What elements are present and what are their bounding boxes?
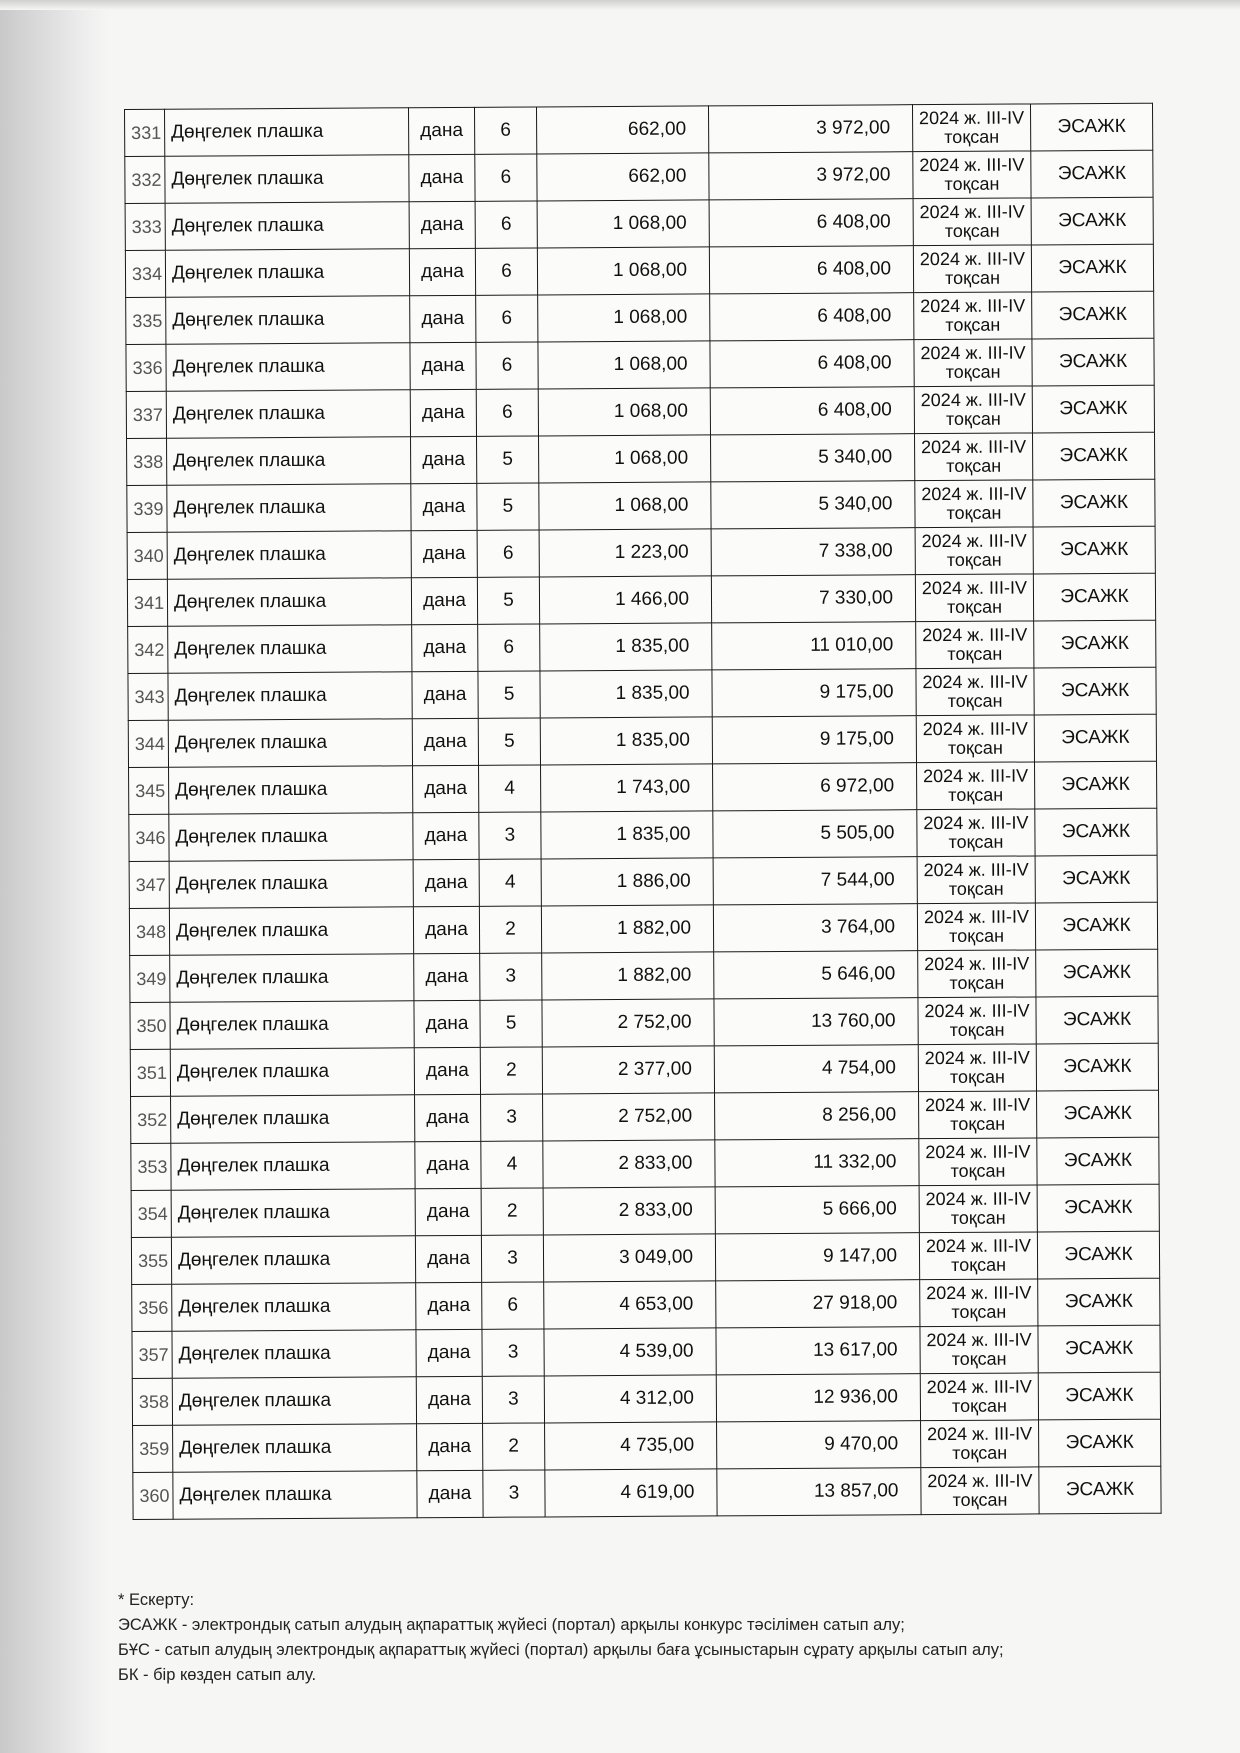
unit-price-cell: 1 068,00 [539,482,711,530]
unit-price-cell: 1 835,00 [541,811,713,859]
delivery-period-cell: 2024 ж. III-IV тоқсан [921,1420,1039,1468]
row-number-cell: 358 [132,1378,172,1425]
procurement-method-cell: ЭСАЖК [1032,291,1154,339]
scan-top-strip [0,0,1240,10]
delivery-period-cell: 2024 ж. III-IV тоқсан [912,104,1030,152]
table-row [127,479,1155,532]
item-name-cell: Дөңгелек плашка [167,531,411,579]
table-row [132,1372,1160,1425]
procurement-method-cell: ЭСАЖК [1035,902,1157,950]
unit-price-cell: 1 882,00 [542,952,714,1000]
procurement-method-cell: ЭСАЖК [1031,197,1153,245]
procurement-method-cell: ЭСАЖК [1035,808,1157,856]
delivery-period-cell: 2024 ж. III-IV тоқсан [917,762,1035,810]
unit-price-cell: 4 735,00 [545,1422,717,1470]
item-name-cell: Дөңгелек плашка [173,1424,417,1472]
total-amount-cell: 6 972,00 [713,763,917,811]
item-name-cell: Дөңгелек плашка [165,155,409,203]
row-number-cell: 337 [126,391,166,438]
table-row [132,1278,1160,1331]
row-number-cell: 359 [133,1425,173,1472]
quantity-cell: 6 [482,1282,544,1329]
unit-price-cell: 4 539,00 [544,1328,716,1376]
procurement-method-cell: ЭСАЖК [1037,1184,1159,1232]
table-row [129,855,1157,908]
delivery-period-cell: 2024 ж. III-IV тоқсан [914,386,1032,434]
item-name-cell: Дөңгелек плашка [172,1330,416,1378]
delivery-period-cell: 2024 ж. III-IV тоқсан [918,950,1036,998]
total-amount-cell: 7 330,00 [711,575,915,623]
quantity-cell: 6 [475,201,537,248]
quantity-cell: 6 [474,107,536,154]
note-line-bk: БК - бір көзден сатып алу. [118,1666,317,1684]
item-name-cell: Дөңгелек плашка [168,672,412,720]
quantity-cell: 2 [481,1188,543,1235]
total-amount-cell: 6 408,00 [709,199,913,247]
procurement-method-cell: ЭСАЖК [1033,573,1155,621]
unit-price-cell: 2 377,00 [542,1046,714,1094]
unit-price-cell: 1 068,00 [538,341,710,389]
total-amount-cell: 4 754,00 [714,1045,918,1093]
quantity-cell: 3 [481,1094,543,1141]
item-name-cell: Дөңгелек плашка [167,578,411,626]
item-name-cell: Дөңгелек плашка [165,108,409,156]
item-name-cell: Дөңгелек плашка [166,390,410,438]
procurement-method-cell: ЭСАЖК [1034,620,1156,668]
unit-price-cell: 1 835,00 [540,670,712,718]
total-amount-cell: 7 338,00 [711,528,915,576]
quantity-cell: 3 [481,1235,543,1282]
table-row [127,432,1155,485]
table-row [125,197,1153,250]
notes-section [118,1588,1218,1688]
quantity-cell: 2 [479,906,541,953]
table-row [125,103,1153,156]
quantity-cell: 6 [476,389,538,436]
total-amount-cell: 5 646,00 [714,951,918,999]
item-name-cell: Дөңгелек плашка [170,1048,414,1096]
unit-cell: дана [416,1329,482,1376]
item-name-cell: Дөңгелек плашка [166,296,410,344]
procurement-method-cell: ЭСАЖК [1034,714,1156,762]
quantity-cell: 6 [477,530,539,577]
quantity-cell: 3 [480,953,542,1000]
row-number-cell: 338 [127,438,167,485]
delivery-period-cell: 2024 ж. III-IV тоқсан [913,198,1031,246]
delivery-period-cell: 2024 ж. III-IV тоқсан [917,903,1035,951]
procurement-method-cell: ЭСАЖК [1030,103,1152,151]
row-number-cell: 346 [129,814,169,861]
table-row [127,573,1155,626]
row-number-cell: 340 [127,532,167,579]
quantity-cell: 5 [478,671,540,718]
unit-cell: дана [415,1094,481,1141]
unit-price-cell: 662,00 [537,153,709,201]
total-amount-cell: 9 470,00 [717,1421,921,1469]
total-amount-cell: 13 617,00 [716,1327,920,1375]
unit-price-cell: 1 068,00 [538,388,710,436]
unit-cell: дана [409,154,475,201]
item-name-cell: Дөңгелек плашка [165,249,409,297]
item-name-cell: Дөңгелек плашка [171,1142,415,1190]
notes-title: * Ескерту: [118,1591,195,1609]
procurement-method-cell: ЭСАЖК [1038,1325,1160,1373]
procurement-method-cell: ЭСАЖК [1039,1466,1161,1514]
unit-price-cell: 1 466,00 [539,576,711,624]
procurement-method-cell: ЭСАЖК [1037,1137,1159,1185]
quantity-cell: 2 [480,1047,542,1094]
unit-cell: дана [415,1141,481,1188]
delivery-period-cell: 2024 ж. III-IV тоқсан [918,1044,1036,1092]
item-name-cell: Дөңгелек плашка [171,1095,415,1143]
unit-price-cell: 1 886,00 [541,858,713,906]
unit-price-cell: 1 882,00 [541,905,713,953]
unit-cell: дана [410,389,476,436]
total-amount-cell: 3 972,00 [708,105,912,153]
procurement-method-cell: ЭСАЖК [1032,338,1154,386]
row-number-cell: 347 [129,861,169,908]
total-amount-cell: 9 175,00 [712,716,916,764]
unit-cell: дана [411,530,477,577]
unit-cell: дана [410,295,476,342]
item-name-cell: Дөңгелек плашка [171,1189,415,1237]
quantity-cell: 6 [478,624,540,671]
unit-price-cell: 2 752,00 [543,1093,715,1141]
row-number-cell: 348 [129,908,169,955]
item-name-cell: Дөңгелек плашка [168,719,412,767]
procurement-method-cell: ЭСАЖК [1034,667,1156,715]
item-name-cell: Дөңгелек плашка [167,437,411,485]
table-row [133,1466,1161,1519]
unit-price-cell: 3 049,00 [543,1234,715,1282]
delivery-period-cell: 2024 ж. III-IV тоқсан [920,1326,1038,1374]
procurement-method-cell: ЭСАЖК [1037,1231,1159,1279]
table-row [128,620,1156,673]
unit-cell: дана [409,201,475,248]
note-line-bus: БҰС - сатып алудың электрондық ақпараттық жүйесі (портал) арқылы баға ұсыныстарын сұрату арқылы сатып алу; [118,1641,1004,1659]
delivery-period-cell: 2024 ж. III-IV тоқсан [921,1467,1039,1515]
unit-cell: дана [411,577,477,624]
unit-cell: дана [415,1188,481,1235]
unit-cell: дана [413,859,479,906]
unit-price-cell: 1 835,00 [540,623,712,671]
table-row [130,949,1158,1002]
table-row [130,996,1158,1049]
unit-price-cell: 2 833,00 [543,1187,715,1235]
procurement-method-cell: ЭСАЖК [1036,1043,1158,1091]
table-row [125,150,1153,203]
row-number-cell: 341 [127,579,167,626]
procurement-method-cell: ЭСАЖК [1035,761,1157,809]
row-number-cell: 356 [132,1284,172,1331]
quantity-cell: 3 [482,1376,544,1423]
total-amount-cell: 12 936,00 [716,1374,920,1422]
procurement-table [124,103,1162,1520]
unit-cell: дана [413,812,479,859]
delivery-period-cell: 2024 ж. III-IV тоқсан [916,715,1034,763]
unit-cell: дана [416,1376,482,1423]
table-row [126,385,1154,438]
procurement-method-cell: ЭСАЖК [1032,385,1154,433]
total-amount-cell: 11 332,00 [715,1139,919,1187]
table-row [128,667,1156,720]
unit-price-cell: 1 068,00 [539,435,711,483]
row-number-cell: 343 [128,673,168,720]
table-row [126,291,1154,344]
total-amount-cell: 6 408,00 [710,340,914,388]
table-row [128,714,1156,767]
delivery-period-cell: 2024 ж. III-IV тоқсан [915,480,1033,528]
quantity-cell: 6 [475,154,537,201]
delivery-period-cell: 2024 ж. III-IV тоқсан [914,433,1032,481]
delivery-period-cell: 2024 ж. III-IV тоқсан [917,856,1035,904]
delivery-period-cell: 2024 ж. III-IV тоқсан [920,1373,1038,1421]
table-row [129,808,1157,861]
item-name-cell: Дөңгелек плашка [171,1236,415,1284]
procurement-method-cell: ЭСАЖК [1031,150,1153,198]
delivery-period-cell: 2024 ж. III-IV тоқсан [919,1091,1037,1139]
row-number-cell: 342 [128,626,168,673]
row-number-cell: 331 [125,109,165,156]
procurement-method-cell: ЭСАЖК [1039,1419,1161,1467]
row-number-cell: 344 [128,720,168,767]
total-amount-cell: 3 764,00 [713,904,917,952]
unit-cell: дана [412,718,478,765]
unit-cell: дана [414,1000,480,1047]
procurement-method-cell: ЭСАЖК [1037,1090,1159,1138]
unit-cell: дана [417,1470,483,1517]
unit-price-cell: 1 835,00 [540,717,712,765]
delivery-period-cell: 2024 ж. III-IV тоқсан [914,292,1032,340]
row-number-cell: 355 [131,1237,171,1284]
delivery-period-cell: 2024 ж. III-IV тоқсан [919,1185,1037,1233]
item-name-cell: Дөңгелек плашка [170,1001,414,1049]
total-amount-cell: 5 666,00 [715,1186,919,1234]
unit-cell: дана [417,1423,483,1470]
row-number-cell: 351 [130,1049,170,1096]
total-amount-cell: 13 857,00 [717,1468,921,1516]
delivery-period-cell: 2024 ж. III-IV тоқсан [917,809,1035,857]
unit-cell: дана [410,342,476,389]
procurement-method-cell: ЭСАЖК [1038,1372,1160,1420]
quantity-cell: 5 [477,483,539,530]
delivery-period-cell: 2024 ж. III-IV тоқсан [913,151,1031,199]
procurement-method-cell: ЭСАЖК [1033,479,1155,527]
unit-cell: дана [409,248,475,295]
unit-cell: дана [414,953,480,1000]
quantity-cell: 4 [481,1141,543,1188]
scan-edge-shadow [0,0,110,1753]
quantity-cell: 3 [483,1470,545,1517]
unit-cell: дана [411,436,477,483]
quantity-cell: 5 [477,436,539,483]
quantity-cell: 5 [477,577,539,624]
total-amount-cell: 3 972,00 [709,152,913,200]
delivery-period-cell: 2024 ж. III-IV тоқсан [916,621,1034,669]
item-name-cell: Дөңгелек плашка [170,954,414,1002]
procurement-method-cell: ЭСАЖК [1032,432,1154,480]
row-number-cell: 335 [126,297,166,344]
unit-price-cell: 1 068,00 [537,200,709,248]
procurement-method-cell: ЭСАЖК [1036,996,1158,1044]
unit-cell: дана [413,906,479,953]
table-row [127,526,1155,579]
item-name-cell: Дөңгелек плашка [169,766,413,814]
delivery-period-cell: 2024 ж. III-IV тоқсан [918,997,1036,1045]
total-amount-cell: 5 340,00 [711,434,915,482]
unit-cell: дана [416,1282,482,1329]
item-name-cell: Дөңгелек плашка [169,907,413,955]
total-amount-cell: 9 147,00 [715,1233,919,1281]
row-number-cell: 353 [131,1143,171,1190]
delivery-period-cell: 2024 ж. III-IV тоқсан [915,527,1033,575]
procurement-method-cell: ЭСАЖК [1031,244,1153,292]
unit-price-cell: 4 312,00 [544,1375,716,1423]
row-number-cell: 352 [131,1096,171,1143]
unit-cell: дана [411,483,477,530]
row-number-cell: 339 [127,485,167,532]
table-row [131,1137,1159,1190]
unit-price-cell: 1 068,00 [538,294,710,342]
row-number-cell: 332 [125,156,165,203]
quantity-cell: 6 [476,342,538,389]
quantity-cell: 4 [479,765,541,812]
row-number-cell: 350 [130,1002,170,1049]
unit-cell: дана [415,1235,481,1282]
item-name-cell: Дөңгелек плашка [167,484,411,532]
table-row [133,1419,1161,1472]
procurement-method-cell: ЭСАЖК [1033,526,1155,574]
row-number-cell: 357 [132,1331,172,1378]
row-number-cell: 345 [129,767,169,814]
table-row [131,1184,1159,1237]
total-amount-cell: 6 408,00 [710,293,914,341]
unit-price-cell: 1 068,00 [537,247,709,295]
total-amount-cell: 6 408,00 [709,246,913,294]
row-number-cell: 333 [125,203,165,250]
table-row [126,338,1154,391]
row-number-cell: 334 [125,250,165,297]
total-amount-cell: 9 175,00 [712,669,916,717]
quantity-cell: 3 [479,812,541,859]
table-row [129,761,1157,814]
delivery-period-cell: 2024 ж. III-IV тоқсан [915,574,1033,622]
total-amount-cell: 7 544,00 [713,857,917,905]
total-amount-cell: 11 010,00 [712,622,916,670]
row-number-cell: 336 [126,344,166,391]
quantity-cell: 6 [475,248,537,295]
total-amount-cell: 5 340,00 [711,481,915,529]
row-number-cell: 360 [133,1472,173,1519]
item-name-cell: Дөңгелек плашка [172,1283,416,1331]
unit-price-cell: 662,00 [536,106,708,154]
unit-cell: дана [408,107,474,154]
item-name-cell: Дөңгелек плашка [169,813,413,861]
unit-cell: дана [414,1047,480,1094]
delivery-period-cell: 2024 ж. III-IV тоқсан [916,668,1034,716]
unit-price-cell: 4 653,00 [544,1281,716,1329]
unit-cell: дана [412,624,478,671]
table-row [131,1090,1159,1143]
unit-cell: дана [413,765,479,812]
total-amount-cell: 6 408,00 [710,387,914,435]
unit-price-cell: 2 752,00 [542,999,714,1047]
quantity-cell: 2 [483,1423,545,1470]
item-name-cell: Дөңгелек плашка [168,625,412,673]
total-amount-cell: 13 760,00 [714,998,918,1046]
unit-cell: дана [412,671,478,718]
document-page [124,103,1162,1520]
delivery-period-cell: 2024 ж. III-IV тоқсан [914,339,1032,387]
quantity-cell: 5 [478,718,540,765]
item-name-cell: Дөңгелек плашка [173,1471,417,1519]
table-row [132,1325,1160,1378]
quantity-cell: 5 [480,1000,542,1047]
item-name-cell: Дөңгелек плашка [169,860,413,908]
delivery-period-cell: 2024 ж. III-IV тоқсан [919,1232,1037,1280]
total-amount-cell: 27 918,00 [716,1280,920,1328]
item-name-cell: Дөңгелек плашка [172,1377,416,1425]
quantity-cell: 4 [479,859,541,906]
procurement-method-cell: ЭСАЖК [1038,1278,1160,1326]
item-name-cell: Дөңгелек плашка [166,343,410,391]
unit-price-cell: 1 743,00 [541,764,713,812]
delivery-period-cell: 2024 ж. III-IV тоқсан [920,1279,1038,1327]
item-name-cell: Дөңгелек плашка [165,202,409,250]
procurement-method-cell: ЭСАЖК [1035,855,1157,903]
row-number-cell: 354 [131,1190,171,1237]
table-row [125,244,1153,297]
quantity-cell: 6 [476,295,538,342]
delivery-period-cell: 2024 ж. III-IV тоқсан [913,245,1031,293]
total-amount-cell: 8 256,00 [715,1092,919,1140]
procurement-method-cell: ЭСАЖК [1036,949,1158,997]
table-body [125,103,1162,1519]
unit-price-cell: 2 833,00 [543,1140,715,1188]
table-row [129,902,1157,955]
unit-price-cell: 1 223,00 [539,529,711,577]
table-row [131,1231,1159,1284]
note-line-esazhk: ЭСАЖК - электрондық сатып алудың ақпараттық жүйесі (портал) арқылы конкурс тәсілімен сатып алу; [118,1616,905,1634]
table-row [130,1043,1158,1096]
row-number-cell: 349 [130,955,170,1002]
quantity-cell: 3 [482,1329,544,1376]
delivery-period-cell: 2024 ж. III-IV тоқсан [919,1138,1037,1186]
unit-price-cell: 4 619,00 [545,1469,717,1517]
total-amount-cell: 5 505,00 [713,810,917,858]
